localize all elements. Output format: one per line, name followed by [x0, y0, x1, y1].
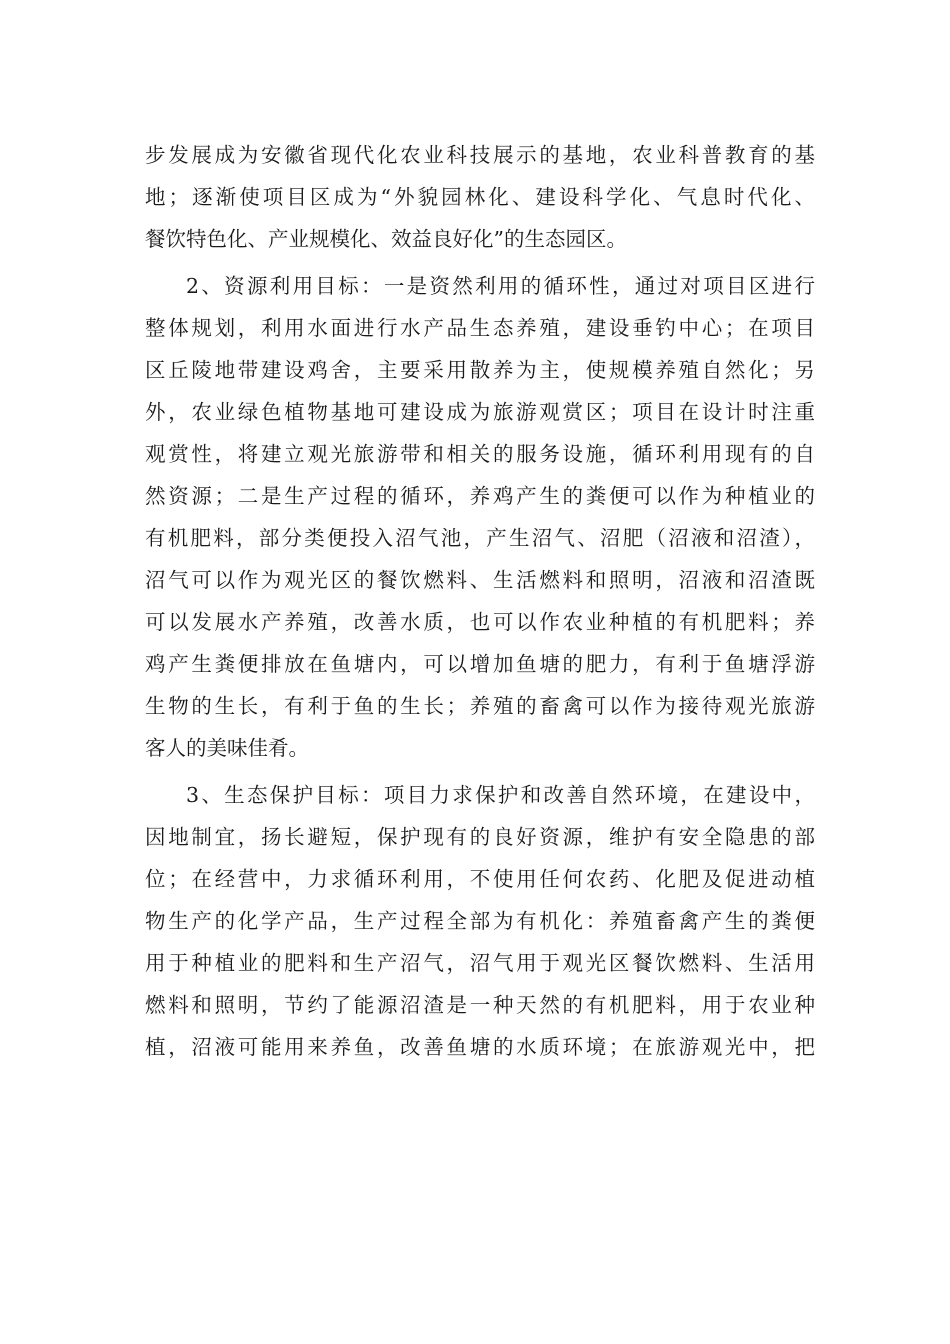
text-line: 外，农业绿色植物基地可建设成为旅游观赏区；项目在设计时注重 [145, 400, 815, 424]
text-line: 燃料和照明，节约了能源沼渣是一种天然的有机肥料，用于农业种 [145, 993, 815, 1017]
text-line: 鸡产生粪便排放在鱼塘内，可以增加鱼塘的肥力，有利于鱼塘浮游 [145, 652, 815, 676]
text-line: 地；逐渐使项目区成为“外貌园林化、建设科学化、气息时代化、 [145, 185, 815, 209]
text-line: 然资源；二是生产过程的循环，养鸡产生的粪便可以作为种植业的 [145, 484, 815, 508]
text-line: 植，沼液可能用来养鱼，改善鱼塘的水质环境；在旅游观光中，把 [145, 1035, 815, 1059]
text-line: 整体规划，利用水面进行水产品生态养殖，建设垂钓中心；在项目 [145, 316, 815, 340]
text-line: 物生产的化学产品，生产过程全部为有机化：养殖畜禽产生的粪便 [145, 909, 815, 933]
text-line: 餐饮特色化、产业规模化、效益良好化”的生态园区。 [145, 227, 627, 251]
paragraph-ecological-protection-target [145, 774, 815, 1068]
text-line: 因地制宜，扬长避短，保护现有的良好资源，维护有安全隐患的部 [145, 825, 815, 849]
paragraph-resource-utilization-target [145, 265, 815, 769]
text-line: 客人的美味佳肴。 [145, 736, 309, 760]
text-line: 3、生态保护目标：项目力求保护和改善自然环境，在建设中， [186, 783, 815, 807]
text-line: 步发展成为安徽省现代化农业科技展示的基地，农业科普教育的基 [145, 143, 815, 167]
document-body [145, 134, 815, 1068]
text-line: 2、资源利用目标：一是资然利用的循环性，通过对项目区进行 [186, 274, 815, 298]
text-line: 用于种植业的肥料和生产沼气，沼气用于观光区餐饮燃料、生活用 [145, 951, 815, 975]
text-line: 可以发展水产养殖，改善水质，也可以作农业种植的有机肥料；养 [145, 610, 815, 634]
text-line: 观赏性，将建立观光旅游带和相关的服务设施，循环利用现有的自 [145, 442, 815, 466]
text-line: 沼气可以作为观光区的餐饮燃料、生活燃料和照明，沼液和沼渣既 [145, 568, 815, 592]
paragraph-development-target-continuation [145, 134, 815, 260]
text-line: 位；在经营中，力求循环利用，不使用任何农药、化肥及促进动植 [145, 867, 815, 891]
text-line: 区丘陵地带建设鸡舍，主要采用散养为主，使规模养殖自然化；另 [145, 358, 815, 382]
text-line: 有机肥料，部分类便投入沼气池，产生沼气、沼肥（沼液和沼渣）， [145, 526, 815, 550]
text-line: 生物的生长，有利于鱼的生长；养殖的畜禽可以作为接待观光旅游 [145, 694, 815, 718]
